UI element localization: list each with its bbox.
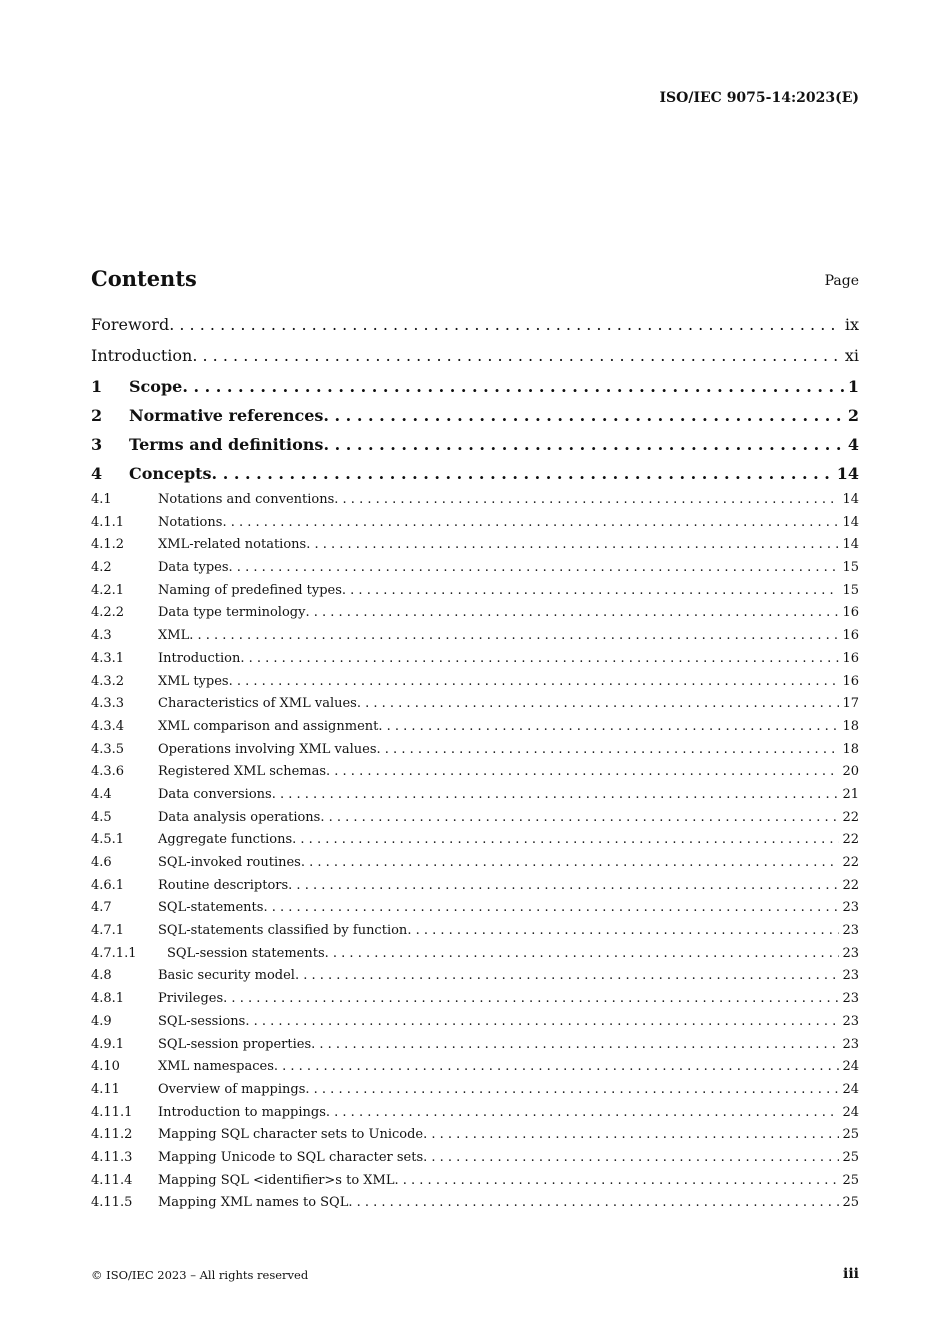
toc-entry[interactable] [91,830,859,853]
toc-entry-number: 4.11.3 [91,1149,133,1165]
toc-entry-title: Notations [158,514,223,530]
copyright-notice: © ISO/IEC 2023 – All rights reserved [91,1268,309,1282]
dot-leader [311,1035,839,1055]
toc-entry-number: 4.11.1 [91,1104,133,1120]
toc-entry-number: 4.5.1 [91,832,125,848]
toc-entry-page: 20 [842,764,859,780]
toc-entry-page: 17 [842,696,859,712]
toc-entry-title: SQL-session properties [158,1036,312,1052]
toc-entry-number: 4.7.1.1 [91,945,137,961]
toc-entry-number: 4.1 [91,492,112,507]
dot-leader [395,1171,840,1191]
toc-entry-number: 4.3 [91,628,112,644]
toc-entry-title: XML [158,628,190,644]
dot-leader [189,626,839,646]
contents-title: Contents [91,266,197,291]
toc-entry[interactable] [91,785,859,808]
toc-entry[interactable] [91,374,859,403]
toc-entry-title: Mapping SQL character sets to Unicode [158,1127,424,1143]
toc-entry[interactable] [91,513,859,536]
toc-entry-number: 4.6 [91,855,112,870]
toc-entry[interactable] [91,312,859,343]
dot-leader [325,944,840,964]
toc-entry-page: 18 [842,718,859,734]
toc-entry[interactable] [91,1012,859,1035]
dot-leader [326,762,839,782]
toc-entry[interactable] [91,403,859,432]
toc-entry-number: 4.3.5 [91,741,125,757]
toc-entry[interactable] [91,626,859,649]
toc-entry[interactable] [91,921,859,944]
toc-entry[interactable] [91,1171,859,1194]
toc-entry-title: Basic security model [158,968,295,984]
document-id: ISO/IEC 9075-14:2023(E) [659,90,859,106]
toc-entry[interactable] [91,490,859,513]
toc-entry[interactable] [91,694,859,717]
toc-entry[interactable] [91,876,859,899]
toc-entry-title: Mapping SQL <identifier>s to XML [158,1172,395,1188]
toc-entry-number: 4.2.1 [91,582,125,598]
toc-entry-number: 4.8 [91,968,112,984]
toc-entry-page: 16 [842,605,859,621]
toc-entry-number: 4.8.1 [91,991,125,1007]
toc-entry[interactable] [91,762,859,785]
toc-entry-title: Mapping Unicode to SQL character sets [158,1149,424,1165]
toc-entry[interactable] [91,898,859,921]
page-number: iii [843,1266,859,1282]
toc-entry[interactable] [91,558,859,581]
toc-entry-number: 4.11.2 [91,1127,133,1143]
toc-entry-title: Characteristics of XML values [158,696,357,712]
dot-leader [326,1103,840,1123]
dot-leader [423,1125,839,1145]
toc-entry-title: Operations involving XML values [158,741,377,757]
toc-entry-number: 4.11.4 [91,1172,133,1188]
toc-entry-number: 4.1.2 [91,537,125,553]
table-of-contents [91,312,859,1216]
toc-entry-page: 14 [842,537,859,553]
toc-entry-number: 2 [91,406,103,425]
dot-leader [182,374,845,400]
toc-entry-number: 4.9.1 [91,1036,125,1052]
toc-entry-title: Concepts [129,464,212,483]
toc-entry-page: 1 [847,377,859,396]
toc-entry-title: Notations and conventions [158,492,335,507]
dot-leader [229,672,840,692]
toc-entry[interactable] [91,1057,859,1080]
dot-leader [222,513,839,533]
dot-leader [305,1080,839,1100]
toc-entry[interactable] [91,1193,859,1216]
toc-entry-number: 4.10 [91,1059,120,1075]
toc-entry[interactable] [91,535,859,558]
toc-entry-title: SQL-invoked routines [158,855,301,870]
dot-leader [407,921,839,941]
toc-entry-page: 23 [842,900,859,916]
toc-entry-number: 4.9 [91,1013,112,1029]
toc-entry-title: Data types [158,560,229,576]
dot-leader [348,1193,839,1213]
toc-entry-page: 15 [842,560,859,576]
toc-entry-page: 25 [842,1149,859,1165]
dot-leader [272,785,840,805]
dot-leader [423,1148,839,1168]
toc-entry[interactable] [91,808,859,831]
toc-entry-title: SQL-sessions [158,1013,246,1029]
toc-entry-title: Data type terminology [158,605,306,621]
toc-entry-title: SQL-statements classified by function [158,923,408,939]
toc-entry-page: 23 [842,923,859,939]
toc-entry-page: 22 [842,832,859,848]
toc-entry-page: 14 [842,492,859,507]
toc-entry-title: Aggregate functions [158,832,293,848]
dot-leader [323,432,844,458]
toc-entry[interactable] [91,966,859,989]
toc-entry-number: 4.3.3 [91,696,125,712]
toc-entry-page: 24 [842,1104,859,1120]
dot-leader [192,343,842,369]
toc-entry-page: 24 [842,1059,859,1075]
toc-entry-title: Routine descriptors [158,877,289,893]
toc-entry-title: Introduction to mappings [158,1104,326,1120]
toc-entry-title: XML namespaces [158,1059,274,1075]
toc-entry[interactable] [91,1125,859,1148]
dot-leader [240,649,839,669]
toc-entry[interactable] [91,1148,859,1171]
toc-entry-title: XML types [158,673,229,689]
toc-entry-title: SQL-statements [158,900,264,916]
toc-entry-page: 14 [836,464,859,483]
toc-entry-page: 16 [842,673,859,689]
dot-leader [357,694,840,714]
toc-entry-page: 25 [842,1195,859,1211]
toc-entry-page: 18 [842,741,859,757]
toc-entry-page: 2 [847,406,859,425]
toc-entry[interactable] [91,1035,859,1058]
dot-leader [245,1012,839,1032]
dot-leader [229,558,840,578]
toc-entry-number: 4.3.4 [91,718,125,734]
dot-leader [169,312,842,338]
toc-entry-title: Mapping XML names to SQL [158,1195,349,1211]
dot-leader [320,808,839,828]
toc-entry-number: 4.4 [91,786,112,802]
toc-entry[interactable] [91,717,859,740]
toc-entry-page: 23 [842,968,859,984]
toc-entry[interactable] [91,853,859,876]
toc-entry-page: 22 [842,877,859,893]
toc-entry-number: 1 [91,377,103,396]
toc-entry-page: 23 [842,1036,859,1052]
toc-entry[interactable] [91,343,859,374]
toc-entry-number: 4.3.1 [91,650,125,666]
dot-leader [377,740,840,760]
toc-entry-title: Data conversions [158,786,272,802]
toc-entry-title: Normative references [129,406,324,425]
toc-entry[interactable] [91,989,859,1012]
toc-entry[interactable] [91,672,859,695]
toc-entry-number: 4.1.1 [91,514,125,530]
toc-entry-number: 4.7.1 [91,923,125,939]
toc-entry-number: 4.2.2 [91,605,125,621]
toc-entry-number: 4.3.2 [91,673,125,689]
toc-entry[interactable] [91,581,859,604]
toc-entry-title: Terms and definitions [129,435,324,454]
toc-entry[interactable] [91,740,859,763]
toc-entry-number: 4.11.5 [91,1195,133,1211]
toc-entry-title: Introduction [91,346,193,365]
dot-leader [274,1057,840,1077]
toc-entry[interactable] [91,649,859,672]
toc-entry-title: SQL-session statements [167,945,325,961]
toc-entry-number: 4.3.6 [91,764,125,780]
toc-entry-title: Introduction [158,650,241,666]
dot-leader [263,898,839,918]
dot-leader [223,989,839,1009]
toc-entry-number: 4 [91,464,103,483]
toc-entry-page: 22 [842,855,859,870]
toc-entry-number: 4.11 [91,1081,120,1097]
toc-entry-page: xi [844,346,859,365]
toc-entry-number: 4.5 [91,809,112,825]
toc-entry-page: 23 [842,991,859,1007]
toc-entry-page: ix [844,315,859,334]
dot-leader [334,490,839,510]
toc-entry-page: 21 [842,786,859,802]
toc-entry[interactable] [91,1080,859,1103]
toc-entry-title: Scope [129,377,183,396]
toc-entry-page: 16 [842,650,859,666]
dot-leader [378,717,839,737]
toc-entry-page: 24 [842,1081,859,1097]
dot-leader [306,535,839,555]
dot-leader [305,603,839,623]
toc-entry-page: 23 [842,945,859,961]
dot-leader [295,966,839,986]
toc-entry[interactable] [91,603,859,626]
toc-entry-title: Privileges [158,991,224,1007]
dot-leader [292,830,839,850]
toc-entry[interactable] [91,432,859,461]
dot-leader [342,581,840,601]
toc-entry-page: 22 [842,809,859,825]
page-column-label: Page [824,273,859,289]
toc-entry-number: 4.6.1 [91,877,125,893]
toc-entry-page: 23 [842,1013,859,1029]
toc-entry-title: XML comparison and assignment [158,718,379,734]
toc-entry-title: Foreword [91,315,170,334]
toc-entry-title: Registered XML schemas [158,764,327,780]
toc-entry-number: 4.7 [91,900,112,916]
toc-entry-title: Data analysis operations [158,809,321,825]
toc-entry-number: 4.2 [91,560,112,576]
toc-entry[interactable] [91,461,859,490]
toc-entry-page: 25 [842,1172,859,1188]
dot-leader [288,876,839,896]
toc-entry-page: 14 [842,514,859,530]
toc-entry-number: 3 [91,435,103,454]
dot-leader [212,461,834,487]
dot-leader [323,403,844,429]
toc-entry-title: XML-related notations [158,537,307,553]
toc-entry-page: 4 [847,435,859,454]
toc-entry-page: 15 [842,582,859,598]
toc-entry[interactable] [91,1103,859,1126]
dot-leader [301,853,840,873]
toc-entry-title: Naming of predefined types [158,582,342,598]
toc-entry-title: Overview of mappings [158,1081,306,1097]
toc-entry-page: 16 [842,628,859,644]
toc-entry-page: 25 [842,1127,859,1143]
toc-entry[interactable] [91,944,859,967]
